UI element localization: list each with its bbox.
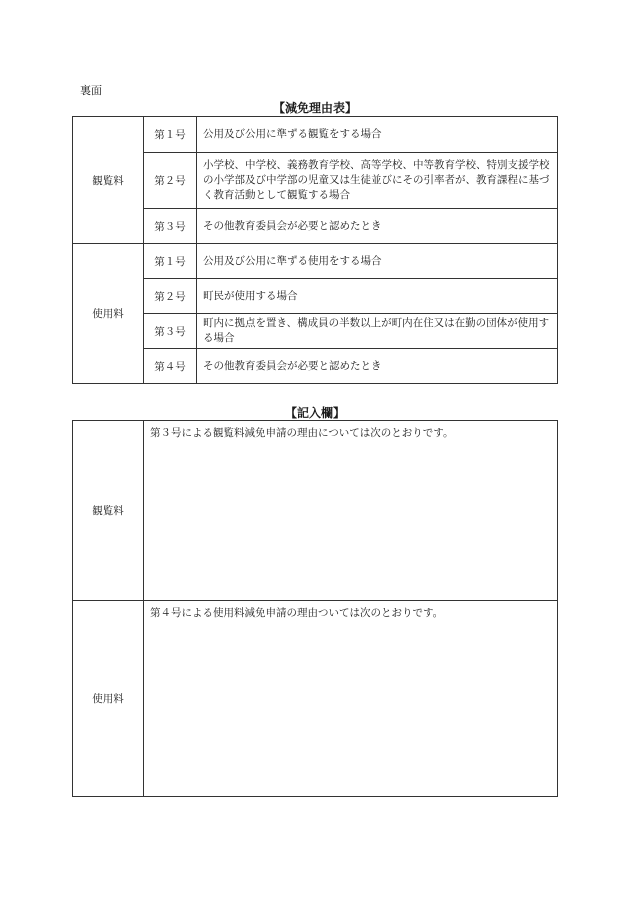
table-row <box>73 349 558 384</box>
entry-prompt: 第３号による観覧料減免申請の理由については次のとおりです。 <box>150 427 454 439</box>
number-cell: 第１号 <box>144 244 197 279</box>
description-cell: 町民が使用する場合 <box>197 279 558 314</box>
table-row <box>73 601 558 797</box>
entry-write-area-viewing-fee[interactable] <box>144 421 558 601</box>
table-row <box>73 279 558 314</box>
table-row <box>73 209 558 244</box>
entry-section-title: 【記入欄】 <box>284 406 345 420</box>
entry-table <box>72 420 558 797</box>
table-row <box>73 244 558 279</box>
category-cell: 観覧料 <box>73 117 144 244</box>
entry-category-cell: 観覧料 <box>73 421 144 601</box>
description-cell: 町内に拠点を置き、構成員の半数以上が町内在住又は在勤の団体が使用する場合 <box>197 314 558 349</box>
entry-write-area-usage-fee[interactable] <box>144 601 558 797</box>
category-cell: 使用料 <box>73 244 144 384</box>
page-side-label: 裏面 <box>80 84 102 97</box>
reason-table-title: 【減免理由表】 <box>272 101 357 115</box>
description-cell: 公用及び公用に準ずる観覧をする場合 <box>197 117 558 153</box>
description-cell: その他教育委員会が必要と認めたとき <box>197 349 558 384</box>
table-row <box>73 314 558 349</box>
entry-category-cell: 使用料 <box>73 601 144 797</box>
table-row <box>73 421 558 601</box>
number-cell: 第４号 <box>144 349 197 384</box>
number-cell: 第２号 <box>144 279 197 314</box>
description-cell: 小学校、中学校、義務教育学校、高等学校、中等教育学校、特別支援学校の小学部及び中学部の児童又は生徒並びにその引率者が、教育課程に基づく教育活動として観覧する場合 <box>197 153 558 209</box>
number-cell: 第３号 <box>144 209 197 244</box>
table-row <box>73 153 558 209</box>
reason-table <box>72 116 558 384</box>
description-cell: その他教育委員会が必要と認めたとき <box>197 209 558 244</box>
entry-prompt: 第４号による使用料減免申請の理由ついては次のとおりです。 <box>150 607 444 619</box>
table-row <box>73 117 558 153</box>
description-cell: 公用及び公用に準ずる使用をする場合 <box>197 244 558 279</box>
number-cell: 第２号 <box>144 153 197 209</box>
number-cell: 第３号 <box>144 314 197 349</box>
number-cell: 第１号 <box>144 117 197 153</box>
